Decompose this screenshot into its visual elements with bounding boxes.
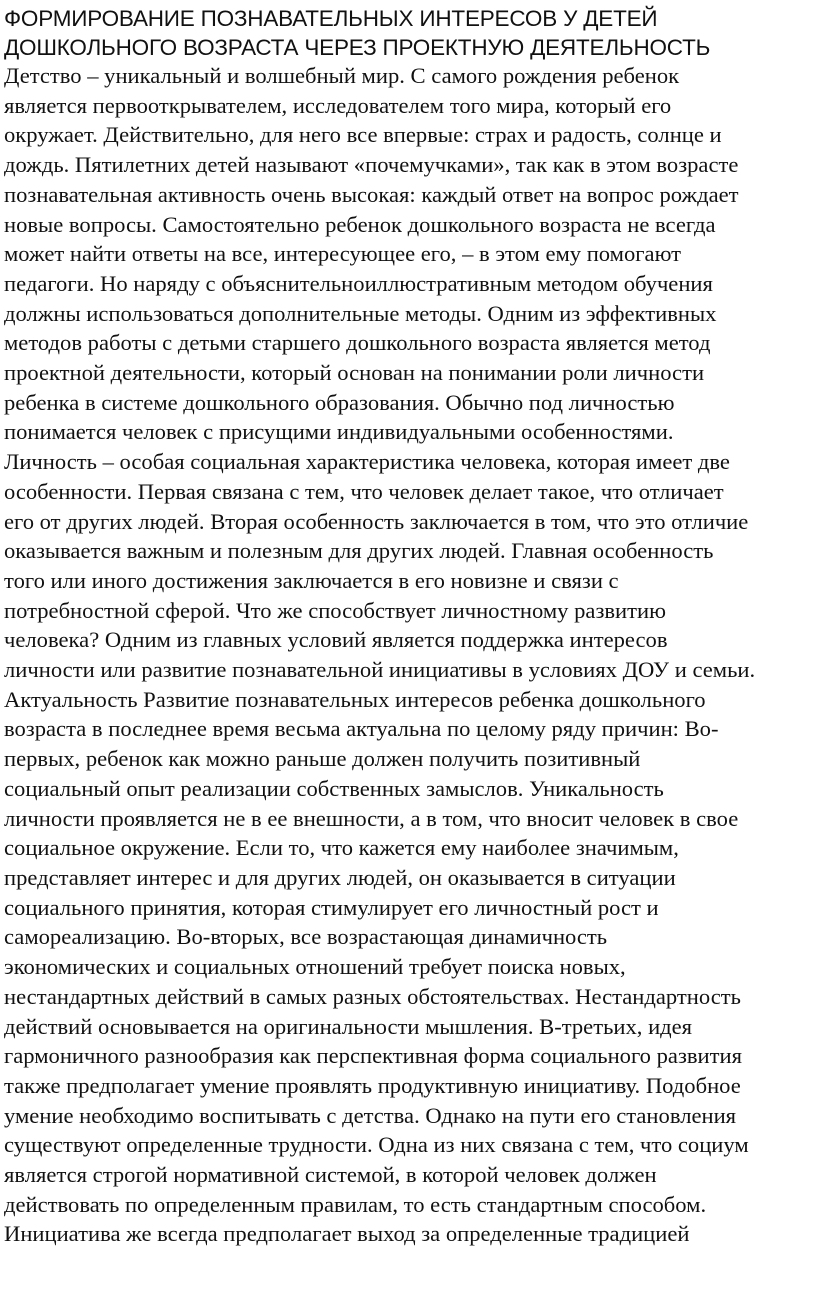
body-line: действий основывается на оригинальности мышления. В-третьих, идея bbox=[4, 1013, 693, 1039]
body-line: Инициатива же всегда предполагает выход за определенные традицией bbox=[4, 1221, 690, 1247]
body-line: потребностной сферой. Что же способствует личностному развитию bbox=[4, 597, 666, 623]
body-line: дождь. Пятилетних детей называют «почемучками», так как в этом возрасте bbox=[4, 152, 739, 178]
body-line: является первооткрывателем, исследователем того мира, который его bbox=[4, 92, 672, 118]
body-line: понимается человек с присущими индивидуальными особенностями. bbox=[4, 419, 674, 445]
body-line: личности или развитие познавательной инициативы в условиях ДОУ и семьи. bbox=[4, 657, 756, 683]
body-line: социальное окружение. Если то, что кажется ему наиболее значимым, bbox=[4, 835, 679, 861]
body-line: также предполагает умение проявлять продуктивную инициативу. Подобное bbox=[4, 1072, 741, 1098]
document-body bbox=[4, 61, 814, 1249]
body-line: новые вопросы. Самостоятельно ребенок дошкольного возраста не всегда bbox=[4, 211, 716, 237]
body-line: человека? Одним из главных условий является поддержка интересов bbox=[4, 627, 668, 653]
body-line: ребенка в системе дошкольного образования. Обычно под личностью bbox=[4, 389, 675, 415]
body-line: умение необходимо воспитывать с детства. Однако на пути его становления bbox=[4, 1102, 737, 1128]
body-line: самореализацию. Во-вторых, все возрастающая динамичность bbox=[4, 924, 608, 950]
body-line: социальный опыт реализации собственных замыслов. Уникальность bbox=[4, 775, 664, 801]
body-line: педагоги. Но наряду с объяснительноиллюстративным методом обучения bbox=[4, 270, 713, 296]
body-line: личности проявляется не в ее внешности, а в том, что вносит человек в свое bbox=[4, 805, 739, 831]
title-line: ДОШКОЛЬНОГО ВОЗРАСТА ЧЕРЕЗ ПРОЕКТНУЮ ДЕЯТЕЛЬНОСТЬ bbox=[4, 35, 711, 60]
body-line: представляет интерес и для других людей, он оказывается в ситуации bbox=[4, 864, 676, 890]
document-title bbox=[4, 4, 804, 62]
body-line: действовать по определенным правилам, то есть стандартным способом. bbox=[4, 1191, 707, 1217]
body-line: оказывается важным и полезным для других людей. Главная особенность bbox=[4, 538, 714, 564]
body-line: существуют определенные трудности. Одна из них связана с тем, что социум bbox=[4, 1132, 749, 1158]
body-line: окружает. Действительно, для него все впервые: страх и радость, солнце и bbox=[4, 122, 722, 148]
body-line: может найти ответы на все, интересующее его, – в этом ему помогают bbox=[4, 241, 682, 267]
body-line: особенности. Первая связана с тем, что человек делает такое, что отличает bbox=[4, 478, 724, 504]
body-line: возраста в последнее время весьма актуальна по целому ряду причин: Во- bbox=[4, 716, 719, 742]
body-line: методов работы с детьми старшего дошкольного возраста является метод bbox=[4, 330, 711, 356]
body-line: социального принятия, которая стимулирует его личностный рост и bbox=[4, 894, 659, 920]
body-line: его от других людей. Вторая особенность заключается в том, что это отличие bbox=[4, 508, 749, 534]
body-line: того или иного достижения заключается в его новизне и связи с bbox=[4, 567, 619, 593]
body-line: Детство – уникальный и волшебный мир. С самого рождения ребенок bbox=[4, 63, 680, 88]
body-line: Актуальность Развитие познавательных интересов ребенка дошкольного bbox=[4, 686, 706, 712]
body-line: познавательная активность очень высокая: каждый ответ на вопрос рождает bbox=[4, 181, 739, 207]
body-line: гармоничного разнообразия как перспективная форма социального развития bbox=[4, 1043, 742, 1069]
body-line: первых, ребенок как можно раньше должен получить позитивный bbox=[4, 746, 641, 772]
body-line: Личность – особая социальная характеристика человека, которая имеет две bbox=[4, 449, 730, 475]
body-line: должны использоваться дополнительные методы. Одним из эффективных bbox=[4, 300, 717, 326]
body-line: является строгой нормативной системой, в которой человек должен bbox=[4, 1162, 657, 1188]
body-line: экономических и социальных отношений требует поиска новых, bbox=[4, 954, 626, 980]
title-line: ФОРМИРОВАНИЕ ПОЗНАВАТЕЛЬНЫХ ИНТЕРЕСОВ У ДЕТЕЙ bbox=[4, 6, 658, 31]
body-line: нестандартных действий в самых разных обстоятельствах. Нестандартность bbox=[4, 983, 741, 1009]
body-line: проектной деятельности, который основан на понимании роли личности bbox=[4, 360, 705, 386]
